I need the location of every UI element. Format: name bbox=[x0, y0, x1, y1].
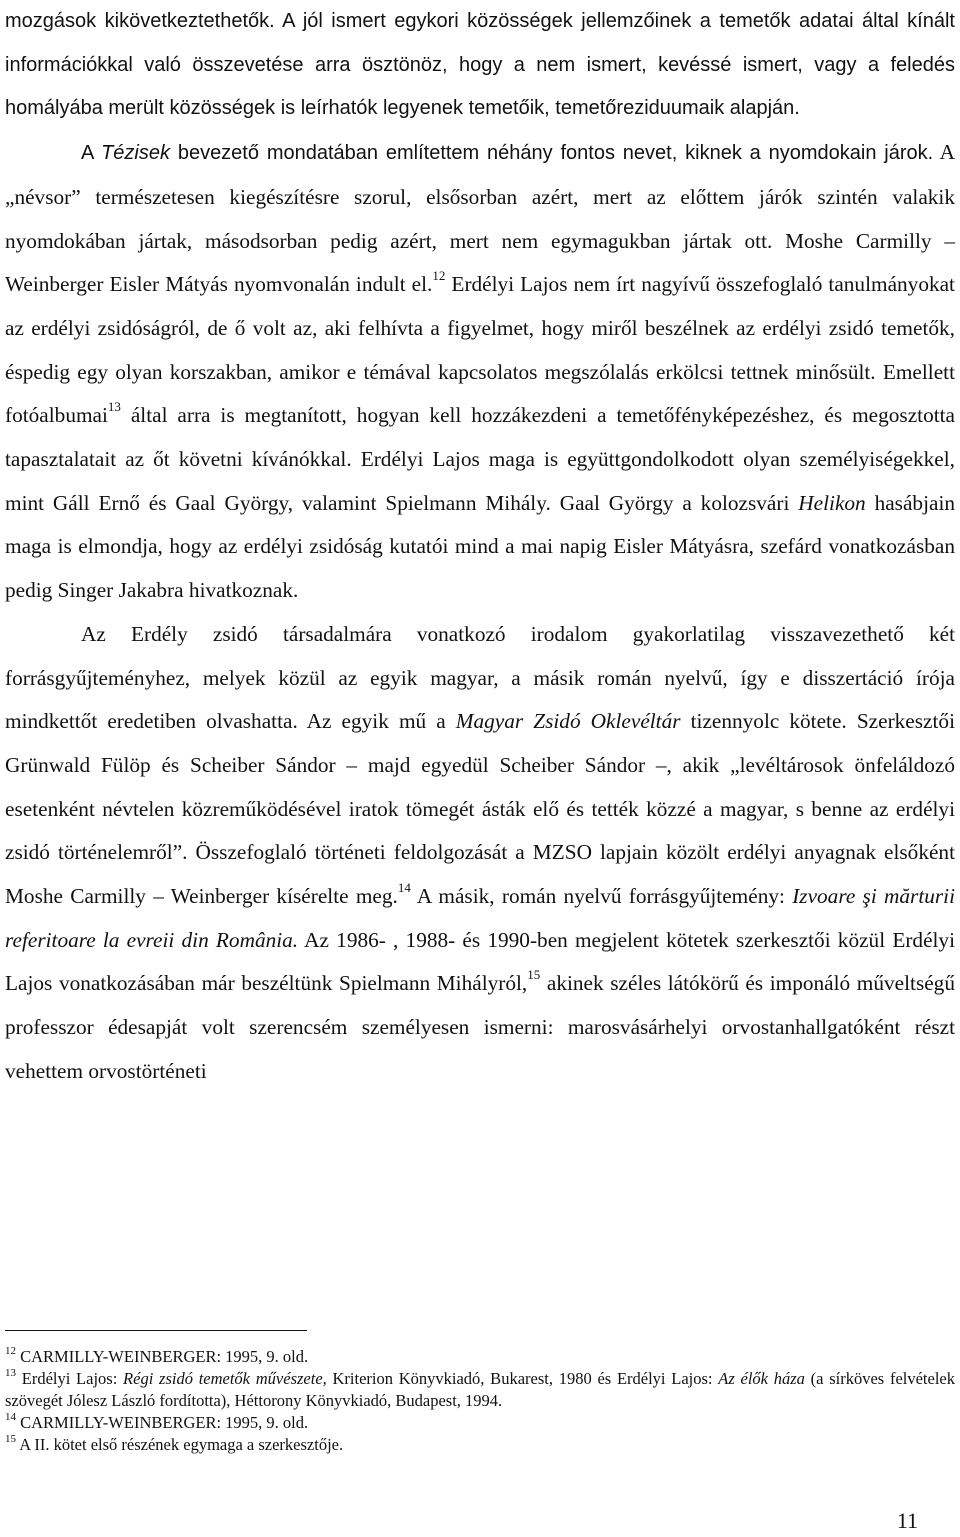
footnote-15: $^{15}$ A II. kötet első részének egymaga a szerkesztője. bbox=[5, 1432, 344, 1454]
footnote-14: $^{14}$ CARMILLY-WEINBERGER: 1995, 9. old. bbox=[5, 1410, 309, 1432]
footnote-ref-14[interactable]: 14 bbox=[397, 879, 411, 895]
mzso-title: Magyar Zsidó Oklevéltár bbox=[455, 709, 681, 734]
footnote-separator bbox=[5, 1330, 307, 1331]
footnotes bbox=[5, 1346, 955, 1456]
paragraph-3: Az Erdély zsidó társadalmára vonatkozó irodalom gyakorlatilag visszavezethető két forrásgyűjteményhez, melyek közül az egyik magyar, a másik román nyelvű, így e disszertáció írója mindkettőt eredetiben olvashatta. Az egyik mű a Magyar Zsidó Oklevéltár tizennyolc kötete. Szerkesztői Grünwald Fülöp és Scheiber Sándor – majd egyedül Scheiber Sándor –, akik „levéltárosok önfeláldozó esetenként névtelen közreműködésével iratok tömegét ásták elő és tették közzé a magyar, s benne az erdélyi zsidó történelemről”. Összefoglaló történeti feldolgozását a MZSO lapjain közölt erdélyi anyagnak elsőként Moshe Carmilly – Weinberger kísérelte meg.$^{14}$ A másik, román nyelvű forrásgyűjtemény: Izvoare şi mărturii referitoare la evreii din România. Az 1986- , 1988- és 1990-ben megjelent kötetek szerkesztői közül Erdélyi Lajos vonatkozásában már beszéltünk Spielmann Mihályról,$^{15}$ akinek széles látókörű és imponáló műveltségű professzor édesapját volt szerencsém személyesen ismerni: marosvásárhelyi orvostanhallgatóként részt vehettem orvostörténeti bbox=[5, 621, 956, 1083]
izvoare-title: Izvoare şi mărturii referitoare la evreii din România. bbox=[5, 884, 956, 952]
footnote-ref-15[interactable]: 15 bbox=[527, 967, 541, 983]
paragraph-2: A Tézisek bevezető mondatában említettem néhány fontos nevet, kiknek a nyomdokain járok. A „névsor” természetesen kiegészítésre szorul, elsősorban azért, mert az előttem járók szintén valakik nyomdokában jártak, másodsorban pedig azért, mert nem egymagukban jártak ott. Moshe Carmilly – Weinberger Eisler Mátyás nyomvonalán indult el.$^{12}$ Erdélyi Lajos nem írt nagyívű összefoglaló tanulmányokat az erdélyi zsidóságról, de ő volt az, aki felhívta a figyelmet, hogy miről beszélnek az erdélyi zsidó temetők, éspedig egy olyan korszakban, amikor e témával kapcsolatos megszólalás erkölcsi tettnek minősült. Emellett fotóalbumai$^{13}$ által arra is megtanított, hogyan kell hozzákezdeni a temetőfényképezéshez, és megosztotta tapasztalatait az őt követni kívánókkal. Erdélyi Lajos maga is együttgondolkodott olyan személyiségekkel, mint Gáll Ernő és Gaal György, valamint Spielmann Mihály. Gaal György a kolozsvári Helikon hasábjain maga is elmondja, hogy az erdélyi zsidóság kutatói mind a mai napig Eisler Mátyásra, szefárd vonatkozásban pedig Singer Jakabra hivatkoznak. bbox=[5, 140, 956, 603]
helikon-title: Helikon bbox=[798, 490, 866, 515]
footnote-ref-13[interactable]: 13 bbox=[107, 399, 121, 415]
page-number: 11 bbox=[896, 1508, 918, 1533]
footnote-ref-12[interactable]: 12 bbox=[432, 268, 446, 284]
body-text bbox=[5, 0, 955, 1094]
document-page bbox=[5, 0, 955, 1094]
footnote-13: $^{13}$ Erdélyi Lajos: Régi zsidó temetők művészete, Kriterion Könyvkiadó, Bukarest, 1980 és Erdélyi Lajos: Az élők háza (a sírköves felvételek szövegét Jólesz László fordította), Héttorony Könyvkiadó, Budapest, 1994. bbox=[5, 1366, 955, 1410]
paragraph-1: mozgások kikövetkeztethetők. A jól ismert egykori közösségek jellemzőinek a temetők adatai által kínált információkkal való összevetése arra ösztönöz, hogy a nem ismert, kevéssé ismert, vagy a feledés homályába merült közösségek is leírhatók legyenek temetőik, temetőreziduumaik alapján. bbox=[5, 10, 955, 120]
footnote-12: $^{12}$ CARMILLY-WEINBERGER: 1995, 9. old. bbox=[5, 1344, 309, 1366]
tezisek-title: Tézisek bbox=[101, 142, 170, 165]
